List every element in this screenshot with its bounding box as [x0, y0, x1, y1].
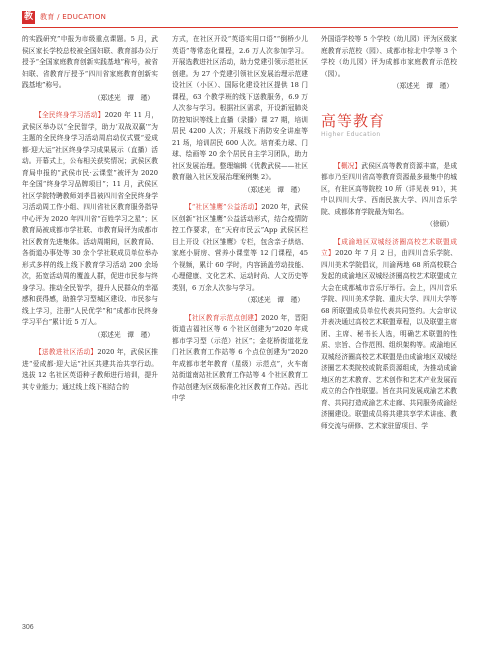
paragraph-text: 2020 年，武侯区推进“爱成都·迎大运”社区共建共治共享行动。选拔 12 名社区英语种子教师进行培训，提升其专业能力；通过线上线下相结合的	[22, 348, 158, 391]
page-header	[22, 8, 458, 26]
paragraph	[321, 237, 457, 433]
subsection-heading: 【送教进社区活动】	[35, 348, 98, 356]
paragraph-text: 2020 年 11 月，武侯区举办以“全民智学，助力‘双战双赢’”为主题的全民终身学习活动周启动仪式暨“爱成都·迎大运”社区终身学习成果展示（直播）活动。开幕式上，公布相关获奖情况；武侯区教育局申报的“武侯市民·云课堂”被评为 2020 年全国“终身学习品牌项目”；11 月，武侯区社区学院特聘教师刘孝昌被四川省全民终身学习活动周工作小组、四川省社区教育服务指导中心评为 2020 年四川省“百姓学习之星”；区教育局被成都市学社联、市教育局评为成都市社区教育先进集体。活动周期间，区教育局、各街道办事处等 30 余个学社联成员单位举办形式多样的线上线下教育学习活动 200 余场次，拓宽活动周的覆盖人群，促进市民参与终身学习。推动全民智学，提升人民群众的幸福感和获得感，助推学习型城区建设、市民参与线上学习，注册“人民优学”和“成都市民终身学习平台”累计近 5 万人。	[22, 111, 159, 326]
paragraph-text: 的实践研究”申报为市级重点课题。5 月，武侯区家长学校总校被全国妇联、教育部办公厅授予“全国家庭教育创新实践基地”称号，被省妇联、省教育厅授予“四川省家庭教育创新实践基地”称号。	[22, 35, 158, 89]
paragraph-text: 2020 年 7 月 2 日，由四川音乐学院、四川美术学院倡议，川渝两地 68 所高校联合发起的成渝地区双城经济圈高校艺术联盟成立大会在成都城市音乐厅举行。会上，四川音乐学院、四川美术学院、重庆大学、四川大学等 68 所联盟成员单位代表共同签约。大会审议并表决通过高校艺术联盟章程，以及联盟主席团、主席、秘书长人选，明确艺术联盟的性质、宗旨、合作范围、组织架构等。成渝地区双城经济圈高校艺术联盟是由成渝地区双城经济圈艺术类院校或院系资源组成，为推动成渝地区的艺术教育、艺术创作和艺术产业发展而成立的合作性联盟。旨在共同发展成渝艺术教育、共同打造成渝艺术走廊、共同服务成渝经济圈建设。联盟成员将共建共享学术讲座、教师交流与研修、艺术家驻留项目、学	[321, 249, 457, 430]
subsection-heading: 【“社区雏鹰”公益活动】	[185, 203, 262, 211]
author-signature: （郑述光 谭 瑾）	[93, 330, 154, 339]
paragraph	[172, 34, 308, 184]
header-divider	[22, 27, 458, 28]
text-column-1	[22, 34, 158, 393]
author-signature: （郑述光 谭 瑾）	[243, 296, 304, 304]
paragraph-text: 2020 年，晋阳街道吉福社区等 6 个社区创建为“2020 年成都市学习型（示范）社区”；金花桥街道花龙门社区教育工作站等 6 个点位创建为“2020 年成都市老年教育（星级）示范点”，火车南站街道南站社区教育工作站等 4 个社区教育工作站创建为区级标准化社区教育工作站。西北中学	[172, 313, 308, 402]
paragraph	[22, 110, 158, 329]
text-column-2	[172, 34, 308, 405]
paragraph	[321, 34, 457, 80]
text-column-3	[321, 34, 457, 432]
paragraph	[172, 202, 308, 294]
feature-title: 高等教育	[321, 111, 386, 130]
subsection-heading: 【概况】	[334, 161, 362, 170]
paragraph-text: 2020 年，武侯区创新“社区雏鹰”公益活动形式，结合疫情防控工作要求，在“天府市民云”App 武侯区栏目上开设《社区雏鹰》专栏，包含亲子烘焙、家庭小厨房、营养小课堂等 12 门课程，45 个视频，累计 60 学时，内容涵盖劳动技能、心理健康、文化艺术、运动时尚、人文历史等类别，6 万余人次参与学习。	[172, 203, 308, 292]
author-signature: （徐硕）	[426, 220, 453, 228]
paragraph	[321, 161, 457, 219]
author-signature: （郑述光 谭 瑾）	[392, 82, 453, 90]
feature-subtitle-en: Higher Education	[321, 130, 381, 138]
author-signature: （郑述光 谭 瑾）	[243, 185, 304, 194]
section-feature-heading	[321, 113, 457, 139]
paragraph	[172, 313, 308, 405]
paragraph-text: 武侯区高等教育资源丰富，是成都市乃至四川省高等教育资源最多最集中的城区，有驻区高等院校 10 所（详见表 91），其中以四川大学、西南民族大学、四川音乐学院、成都体育学院最为知名。	[321, 161, 458, 216]
subsection-heading: 【全民终身学习活动】	[35, 111, 105, 119]
paragraph-text: 外国语学校等 5 个学校（幼儿园）评为区级家庭教育示范校（园）、成都市棕北中学等 3 个学校（幼儿园）评为成都市家庭教育示范校（园）。	[321, 35, 457, 78]
paragraph	[22, 347, 158, 393]
author-signature: （郑述光 谭 瑾）	[93, 93, 154, 102]
paragraph-text: 方式，在社区开设“英语实用口语”“倒桥少儿英语”等常态化课程，2.6 万人次参加学习。开展选教进社区活动，助力党建引领示范社区创建。为 27 个党建引领社区发展治理示范建设社区（小区）、国际化建设社区提供 18 门课程，63 个教学班的线下送教服务，6.9 万人次参与学习。根据社区需求，开设新冠肺炎防控知识等线上直播（录播）课 27 期，培训居民 4200 人次；开展线下消防安全讲座等 21 场，培训居民 600 人次。培育柔力球、门球、绘画等 20 余个居民自主学习团队，助力社区发展治理。整理编辑《优教武侯——社区教育融入社区发展治理案例集 2》。	[172, 35, 308, 181]
subsection-heading: 【社区教育示范点创建】	[185, 313, 262, 322]
section-title: 教育 / EDUCATION	[40, 13, 107, 21]
subsection-heading: 【成渝地区双城经济圈高校艺术联盟成立】	[321, 237, 457, 257]
paragraph	[22, 34, 158, 92]
page-number: 306	[22, 624, 34, 631]
section-logo-icon: 教	[23, 11, 33, 22]
